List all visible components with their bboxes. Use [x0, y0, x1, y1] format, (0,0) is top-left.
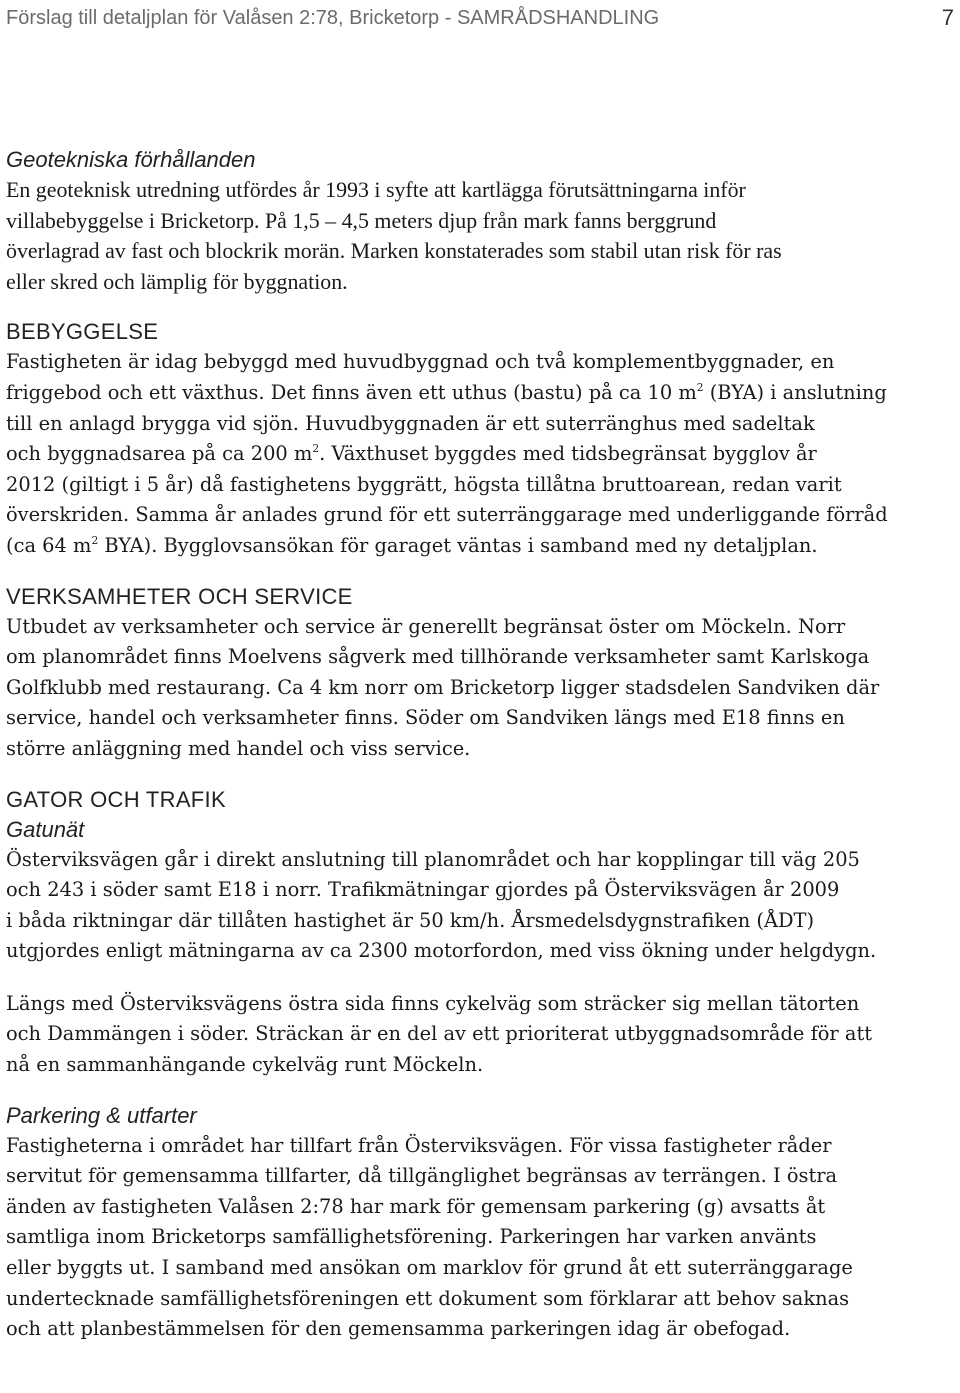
- section-parkering: [6, 1101, 958, 1345]
- paragraph: [6, 1131, 958, 1345]
- section-subheading: Gatunät: [6, 816, 85, 842]
- text-line: Fastigheterna i området har tillfart från Österviksvägen. För vissa fastigheter råder: [6, 1133, 832, 1157]
- paragraph: [6, 989, 958, 1081]
- page-number: 7: [941, 5, 954, 30]
- header-title: Förslag till detaljplan för Valåsen 2:78, Bricketorp - SAMRÅDSHANDLING: [6, 7, 660, 29]
- text-line: överlagrad av fast och blockrik morän. Marken konstaterades som stabil utan risk för ras: [6, 238, 782, 264]
- section-heading: BEBYGGELSE: [6, 319, 159, 345]
- text-line: i båda riktningar där tillåten hastighet är 50 km/h. Årsmedelsdygnstrafiken (ÅDT): [6, 908, 815, 932]
- text-line: Längs med Österviksvägens östra sida finns cykelväg som sträcker sig mellan tätorten: [6, 991, 860, 1015]
- text-line: undertecknade samfällighetsföreningen ett dokument som förklarar att behov saknas: [6, 1286, 850, 1310]
- section-geoteknik: [6, 145, 958, 297]
- text-line: överskriden. Samma år anlades grund för ett suterränggarage med underliggande förråd: [6, 503, 888, 527]
- page-header: [6, 4, 954, 32]
- section-heading: Parkering & utfarter: [6, 1102, 197, 1128]
- text-line: Utbudet av verksamheter och service är generellt begränsat öster om Möckeln. Norr: [6, 614, 846, 638]
- text-line: utgjordes enligt mätningarna av ca 2300 motorfordon, med viss ökning under helgdygn.: [6, 939, 877, 963]
- text-line: servitut för gemensamma tillfarter, då tillgänglighet begränsas av terrängen. I östra: [6, 1164, 838, 1188]
- text-line: samtliga inom Bricketorps samfällighetsförening. Parkeringen har varken använts: [6, 1225, 817, 1249]
- text-line: (ca 64 $m^2$ BYA). Bygglovsansökan för garaget väntas i samband med ny detaljplan.: [6, 533, 818, 557]
- text-line: nå en sammanhängande cykelväg runt Möckeln.: [6, 1053, 484, 1077]
- text-line: större anläggning med handel och viss service.: [6, 736, 471, 760]
- superscript: 2: [696, 380, 704, 394]
- text-line: och att planbestämmelsen för den gemensamma parkeringen idag är obefogad.: [6, 1317, 791, 1341]
- section-heading: VERKSAMHETER OCH SERVICE: [6, 583, 353, 609]
- text-line: friggebod och ett växthus. Det finns även ett uthus (bastu) på ca 10 $m^2$ (BYA) i anslutning: [6, 380, 887, 404]
- text-line: service, handel och verksamheter finns. Söder om Sandviken längs med E18 finns en: [6, 706, 845, 730]
- section-bebyggelse: [6, 317, 958, 561]
- text-line: En geoteknisk utredning utfördes år 1993 i syfte att kartlägga förutsättningarna inför: [6, 177, 746, 202]
- text-line: och 243 i söder samt E18 i norr. Trafikmätningar gjordes på Österviksvägen år 2009: [6, 878, 840, 902]
- text-line: och byggnadsarea på ca 200 $m^2$. Växthuset byggdes med tidsbegränsat bygglov år: [6, 442, 817, 466]
- section-verksamheter: [6, 582, 958, 765]
- section-heading: GATOR OCH TRAFIK: [6, 786, 226, 812]
- text-line: Golfklubb med restaurang. Ca 4 km norr om Bricketorp ligger stadsdelen Sandviken där: [6, 675, 880, 699]
- text-line: 2012 (giltigt i 5 år) då fastighetens byggrätt, högsta tillåtna bruttoarean, redan varit: [6, 472, 842, 496]
- text-line: änden av fastigheten Valåsen 2:78 har mark för gemensam parkering (g) avsatts åt: [6, 1194, 826, 1218]
- superscript: 2: [312, 442, 320, 456]
- superscript: 2: [91, 533, 99, 547]
- text-line: till en anlagd brygga vid sjön. Huvudbyggnaden är ett suterränghus med sadeltak: [6, 411, 815, 435]
- page-content: [6, 145, 958, 1345]
- paragraph: [6, 612, 958, 765]
- text-line: och Dammängen i söder. Sträckan är en del av ett prioriterat utbyggnadsområde för att: [6, 1022, 873, 1046]
- text-line: om planområdet finns Moelvens sågverk med tillhörande verksamheter samt Karlskoga: [6, 645, 870, 669]
- paragraph: [6, 845, 958, 967]
- section-gator: [6, 785, 958, 1081]
- text-line: Österviksvägen går i direkt anslutning till planområdet och har kopplingar till väg 205: [6, 847, 860, 871]
- paragraph: [6, 347, 958, 561]
- text-line: Fastigheten är idag bebyggd med huvudbyggnad och två komplementbyggnader, en: [6, 350, 835, 374]
- text-line: villabebyggelse i Bricketorp. På 1,5 – 4,5 meters djup från mark fanns berggrund: [6, 207, 717, 233]
- text-line: eller byggts ut. I samband med ansökan om marklov för grund åt ett suterränggarage: [6, 1256, 853, 1280]
- section-heading: Geotekniska förhållanden: [6, 147, 256, 172]
- text-line: eller skred och lämplig för byggnation.: [6, 268, 348, 294]
- paragraph: [6, 175, 958, 297]
